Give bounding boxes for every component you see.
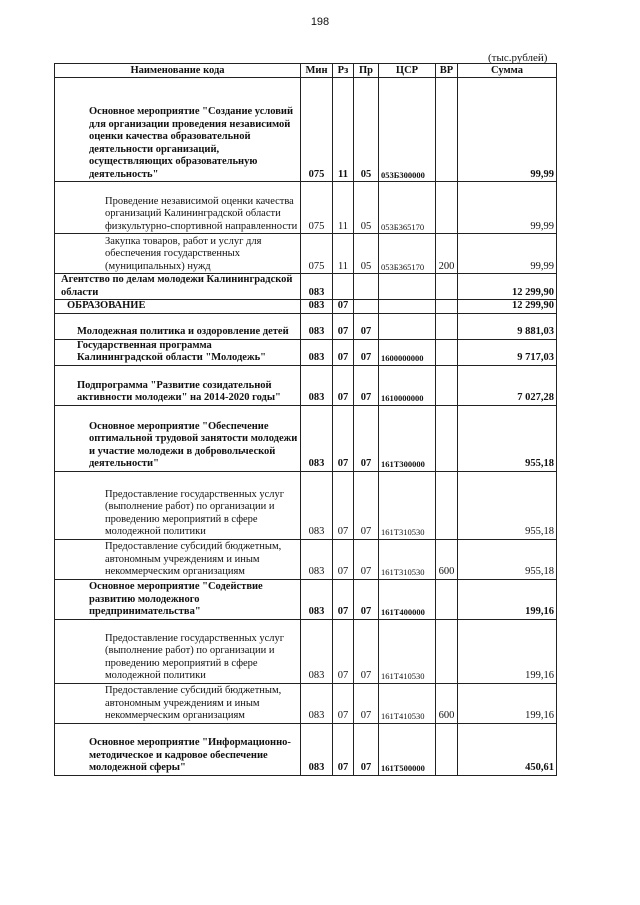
row-pr: 07 bbox=[354, 365, 379, 405]
row-pr: 07 bbox=[354, 471, 379, 539]
row-rz: 07 bbox=[333, 365, 354, 405]
row-vr bbox=[436, 471, 458, 539]
row-sum: 12 299,90 bbox=[458, 274, 557, 300]
budget-table bbox=[54, 63, 557, 776]
table-row bbox=[55, 234, 557, 274]
row-sum: 99,99 bbox=[458, 234, 557, 274]
row-rz: 07 bbox=[333, 300, 354, 314]
row-pr: 07 bbox=[354, 723, 379, 775]
table-row bbox=[55, 619, 557, 683]
row-name: Предоставление субсидий бюджетным, автономным учреждениям и иным некоммерческим организациям bbox=[55, 683, 301, 723]
row-sum: 955,18 bbox=[458, 539, 557, 579]
row-min: 083 bbox=[301, 300, 333, 314]
row-rz: 07 bbox=[333, 539, 354, 579]
row-vr bbox=[436, 619, 458, 683]
row-name: Подпрограмма "Развитие созидательной активности молодежи" на 2014-2020 годы" bbox=[55, 365, 301, 405]
units-label: (тыс.рублей) bbox=[488, 52, 548, 64]
table-row bbox=[55, 579, 557, 619]
row-min: 083 bbox=[301, 619, 333, 683]
row-min: 083 bbox=[301, 471, 333, 539]
row-vr bbox=[436, 339, 458, 365]
row-name: Основное мероприятие "Содействие развитию молодежного предпринимательства" bbox=[55, 579, 301, 619]
row-name: Государственная программа Калининградской области "Молодежь" bbox=[55, 339, 301, 365]
row-min: 083 bbox=[301, 405, 333, 471]
header-csr: ЦСР bbox=[379, 64, 436, 78]
header-min: Мин bbox=[301, 64, 333, 78]
row-name: Закупка товаров, работ и услуг для обеспечения государственных (муниципальных) нужд bbox=[55, 234, 301, 274]
table-row bbox=[55, 365, 557, 405]
row-csr: 1600000000 bbox=[379, 339, 436, 365]
row-min: 075 bbox=[301, 182, 333, 234]
row-sum: 199,16 bbox=[458, 683, 557, 723]
row-rz bbox=[333, 274, 354, 300]
row-min: 083 bbox=[301, 274, 333, 300]
row-name: ОБРАЗОВАНИЕ bbox=[55, 300, 301, 314]
row-min: 083 bbox=[301, 313, 333, 339]
row-vr: 600 bbox=[436, 683, 458, 723]
row-rz: 07 bbox=[333, 723, 354, 775]
header-rz: Рз bbox=[333, 64, 354, 78]
row-csr: 053Б300000 bbox=[379, 78, 436, 182]
header-pr: Пр bbox=[354, 64, 379, 78]
row-csr: 161Т310530 bbox=[379, 539, 436, 579]
row-name: Основное мероприятие "Обеспечение оптимальной трудовой занятости молодежи и участие молодежи в добровольческой деятельности" bbox=[55, 405, 301, 471]
header-name: Наименование кода bbox=[55, 64, 301, 78]
row-rz: 07 bbox=[333, 471, 354, 539]
row-min: 083 bbox=[301, 365, 333, 405]
table-row bbox=[55, 405, 557, 471]
table-row bbox=[55, 78, 557, 182]
table-row bbox=[55, 539, 557, 579]
row-vr bbox=[436, 300, 458, 314]
row-name: Предоставление субсидий бюджетным, автономным учреждениям и иным некоммерческим организациям bbox=[55, 539, 301, 579]
row-sum: 955,18 bbox=[458, 471, 557, 539]
row-pr bbox=[354, 274, 379, 300]
table-row bbox=[55, 313, 557, 339]
row-rz: 11 bbox=[333, 182, 354, 234]
row-sum: 9 881,03 bbox=[458, 313, 557, 339]
row-rz: 07 bbox=[333, 579, 354, 619]
row-sum: 199,16 bbox=[458, 579, 557, 619]
row-name: Предоставление государственных услуг (выполнение работ) по организации и проведению мероприятий в сфере молодежной политики bbox=[55, 619, 301, 683]
table-row bbox=[55, 471, 557, 539]
row-name: Проведение независимой оценки качества организаций Калининградской области физкультурно-спортивной направленности bbox=[55, 182, 301, 234]
row-csr: 1610000000 bbox=[379, 365, 436, 405]
row-rz: 11 bbox=[333, 234, 354, 274]
row-name: Молодежная политика и оздоровление детей bbox=[55, 313, 301, 339]
row-sum: 955,18 bbox=[458, 405, 557, 471]
row-rz: 07 bbox=[333, 339, 354, 365]
row-csr: 053Б365170 bbox=[379, 182, 436, 234]
row-vr bbox=[436, 78, 458, 182]
row-pr: 07 bbox=[354, 339, 379, 365]
row-vr: 200 bbox=[436, 234, 458, 274]
row-sum: 450,61 bbox=[458, 723, 557, 775]
row-pr: 07 bbox=[354, 579, 379, 619]
row-vr bbox=[436, 579, 458, 619]
table-row bbox=[55, 274, 557, 300]
row-csr: 161Т300000 bbox=[379, 405, 436, 471]
row-csr: 161Т500000 bbox=[379, 723, 436, 775]
row-csr bbox=[379, 313, 436, 339]
row-sum: 99,99 bbox=[458, 182, 557, 234]
table-row bbox=[55, 339, 557, 365]
row-rz: 07 bbox=[333, 313, 354, 339]
page-number: 198 bbox=[310, 16, 330, 28]
row-vr bbox=[436, 405, 458, 471]
row-vr bbox=[436, 274, 458, 300]
row-pr: 05 bbox=[354, 78, 379, 182]
row-vr bbox=[436, 723, 458, 775]
row-csr: 161Т410530 bbox=[379, 619, 436, 683]
row-min: 083 bbox=[301, 723, 333, 775]
row-sum: 12 299,90 bbox=[458, 300, 557, 314]
row-min: 083 bbox=[301, 683, 333, 723]
row-min: 083 bbox=[301, 579, 333, 619]
row-pr: 07 bbox=[354, 405, 379, 471]
row-sum: 199,16 bbox=[458, 619, 557, 683]
row-vr bbox=[436, 365, 458, 405]
row-name: Агентство по делам молодежи Калининградской области bbox=[55, 274, 301, 300]
row-pr: 05 bbox=[354, 182, 379, 234]
row-name: Предоставление государственных услуг (выполнение работ) по организации и проведению мероприятий в сфере молодежной политики bbox=[55, 471, 301, 539]
row-min: 075 bbox=[301, 234, 333, 274]
table-row bbox=[55, 683, 557, 723]
row-csr: 053Б365170 bbox=[379, 234, 436, 274]
row-csr: 161Т410530 bbox=[379, 683, 436, 723]
row-rz: 07 bbox=[333, 619, 354, 683]
row-name: Основное мероприятие "Информационно-методическое и кадровое обеспечение молодежной сферы" bbox=[55, 723, 301, 775]
header-vr: ВР bbox=[436, 64, 458, 78]
row-csr bbox=[379, 274, 436, 300]
row-name: Основное мероприятие "Создание условий для организации проведения независимой оценки качества образовательной деятельности организаций, осуществляющих образовательную деятельность" bbox=[55, 78, 301, 182]
row-min: 083 bbox=[301, 539, 333, 579]
row-csr bbox=[379, 300, 436, 314]
header-row bbox=[55, 64, 557, 78]
row-csr: 161Т310530 bbox=[379, 471, 436, 539]
row-vr: 600 bbox=[436, 539, 458, 579]
row-vr bbox=[436, 182, 458, 234]
row-rz: 11 bbox=[333, 78, 354, 182]
row-pr bbox=[354, 300, 379, 314]
row-rz: 07 bbox=[333, 405, 354, 471]
table-row bbox=[55, 300, 557, 314]
row-pr: 07 bbox=[354, 539, 379, 579]
row-vr bbox=[436, 313, 458, 339]
row-pr: 07 bbox=[354, 313, 379, 339]
row-pr: 05 bbox=[354, 234, 379, 274]
row-csr: 161Т400000 bbox=[379, 579, 436, 619]
row-sum: 99,99 bbox=[458, 78, 557, 182]
row-sum: 7 027,28 bbox=[458, 365, 557, 405]
row-pr: 07 bbox=[354, 619, 379, 683]
row-pr: 07 bbox=[354, 683, 379, 723]
row-rz: 07 bbox=[333, 683, 354, 723]
row-sum: 9 717,03 bbox=[458, 339, 557, 365]
table-row bbox=[55, 723, 557, 775]
row-min: 083 bbox=[301, 339, 333, 365]
row-min: 075 bbox=[301, 78, 333, 182]
header-sum: Сумма bbox=[458, 64, 557, 78]
table-row bbox=[55, 182, 557, 234]
